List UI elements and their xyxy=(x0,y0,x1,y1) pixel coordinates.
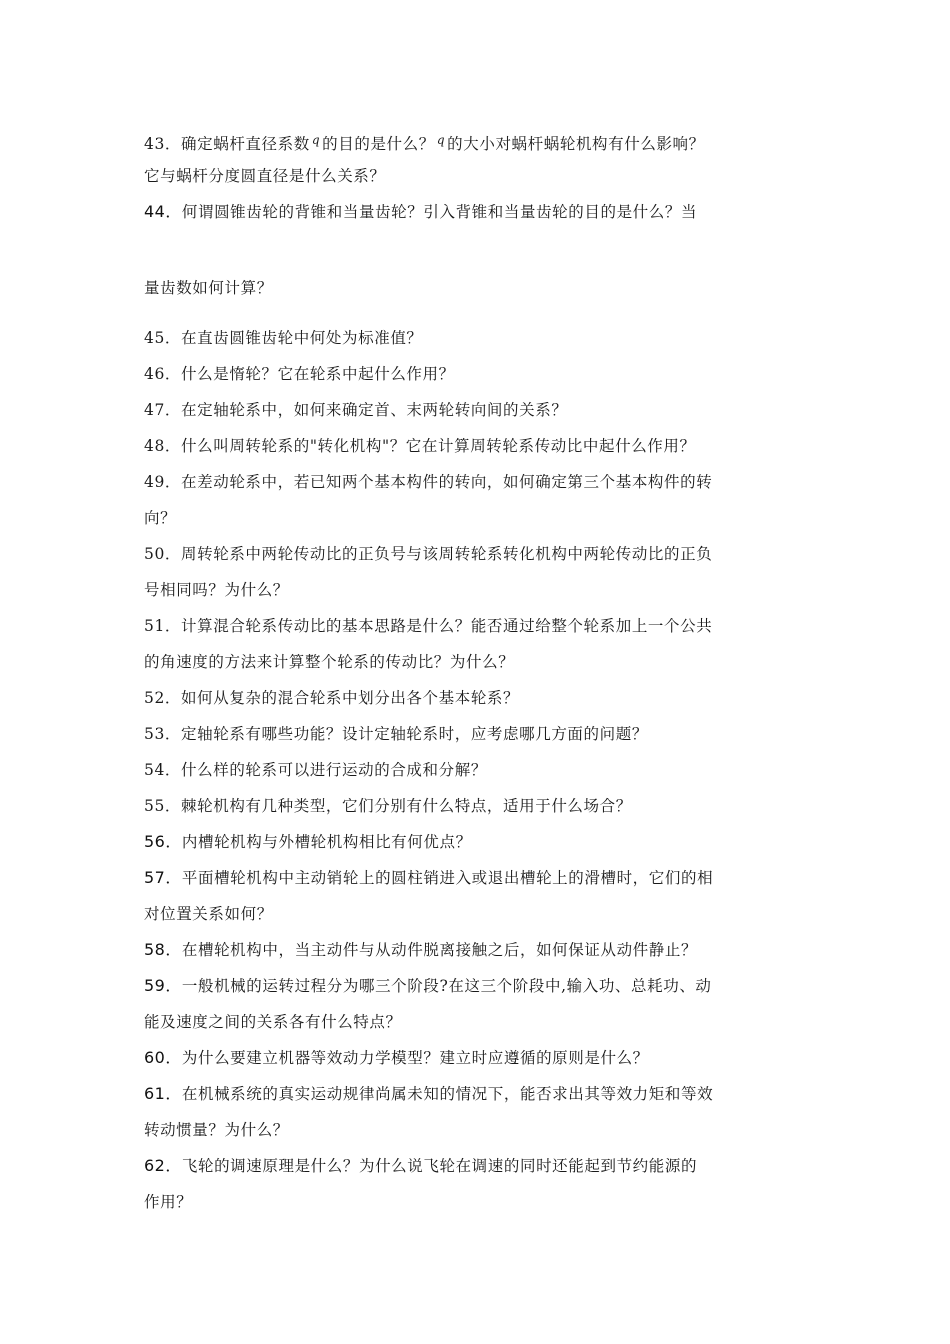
question-50: 50．周转轮系中两轮传动比的正负号与该周转轮系转化机构中两轮传动比的正负 号相同吗？为什么？ xyxy=(144,545,713,599)
question-number: 48． xyxy=(144,437,182,455)
question-number: 60． xyxy=(144,1048,182,1067)
question-54: 54．什么样的轮系可以进行运动的合成和分解？ xyxy=(144,761,487,779)
question-number: 59． xyxy=(144,976,182,995)
question-number: 45． xyxy=(144,329,182,347)
question-53: 53．定轴轮系有哪些功能？设计定轴轮系时，应考虑哪几方面的问题？ xyxy=(144,725,648,743)
q-symbol: q xyxy=(311,133,321,147)
q-symbol: q xyxy=(436,133,446,147)
question-number: 57． xyxy=(144,868,182,887)
question-number: 56． xyxy=(144,832,182,851)
question-62: 62．飞轮的调速原理是什么？为什么说飞轮在调速的同时还能起到节约能源的 作用？ xyxy=(144,1156,698,1211)
question-59: 59．一般机械的运转过程分为哪三个阶段?在这三个阶段中,输入功、总耗功、动 能及速度之间的关系各有什么特点？ xyxy=(144,976,712,1031)
question-51: 51．计算混合轮系传动比的基本思路是什么？能否通过给整个轮系加上一个公共 的角速度的方法来计算整个轮系的传动比？为什么？ xyxy=(144,617,713,671)
question-47: 47．在定轴轮系中，如何来确定首、末两轮转向间的关系？ xyxy=(144,401,568,419)
question-44-line-2: 量齿数如何计算？ xyxy=(144,279,273,297)
question-60: 60．为什么要建立机器等效动力学模型？建立时应遵循的原则是什么？ xyxy=(144,1048,649,1067)
question-number: 61． xyxy=(144,1084,182,1103)
question-43-line-2: 它与蜗杆分度圆直径是什么关系？ xyxy=(144,167,386,185)
question-number: 52． xyxy=(144,689,182,707)
question-44-line-1: 44．何谓圆锥齿轮的背锥和当量齿轮？引入背锥和当量齿轮的目的是什么？当 xyxy=(144,202,698,221)
question-list xyxy=(144,122,812,1220)
question-45: 45．在直齿圆锥齿轮中何处为标准值？ xyxy=(144,329,423,347)
question-57: 57．平面槽轮机构中主动销轮上的圆柱销进入或退出槽轮上的滑槽时，它们的相 对位置关系如何？ xyxy=(144,868,714,923)
question-43 xyxy=(144,122,812,194)
question-number: 62． xyxy=(144,1156,182,1175)
question-52: 52．如何从复杂的混合轮系中划分出各个基本轮系？ xyxy=(144,689,520,707)
question-number: 46． xyxy=(144,365,182,383)
question-number: 49． xyxy=(144,473,182,491)
question-number: 50． xyxy=(144,545,182,563)
question-58: 58．在槽轮机构中，当主动件与从动件脱离接触之后，如何保证从动件静止？ xyxy=(144,940,698,959)
question-55: 55．棘轮机构有几种类型，它们分别有什么特点，适用于什么场合？ xyxy=(144,797,632,815)
question-number: 54． xyxy=(144,761,182,779)
question-48: 48．什么叫周转轮系的"转化机构"？它在计算周转轮系传动比中起什么作用？ xyxy=(144,437,696,455)
question-number: 53． xyxy=(144,725,182,743)
question-56: 56．内槽轮机构与外槽轮机构相比有何优点？ xyxy=(144,832,472,851)
question-number: 47． xyxy=(144,401,182,419)
question-number: 43． xyxy=(144,135,182,153)
question-43-line-1: 43．确定蜗杆直径系数 $^q$ 的目的是什么？ $^q$ 的大小对蜗杆蜗轮机构有什么影响？ xyxy=(144,133,705,153)
question-number: 58． xyxy=(144,940,182,959)
question-61: 61．在机械系统的真实运动规律尚属未知的情况下，能否求出其等效力矩和等效 转动惯量？为什么？ xyxy=(144,1084,714,1139)
question-number: 44． xyxy=(144,202,182,221)
question-number: 55． xyxy=(144,797,182,815)
question-49: 49．在差动轮系中，若已知两个基本构件的转向，如何确定第三个基本构件的转 向？ xyxy=(144,473,713,527)
question-number: 51． xyxy=(144,617,182,635)
question-46: 46．什么是惰轮？它在轮系中起什么作用？ xyxy=(144,365,455,383)
question-44 xyxy=(144,194,812,306)
